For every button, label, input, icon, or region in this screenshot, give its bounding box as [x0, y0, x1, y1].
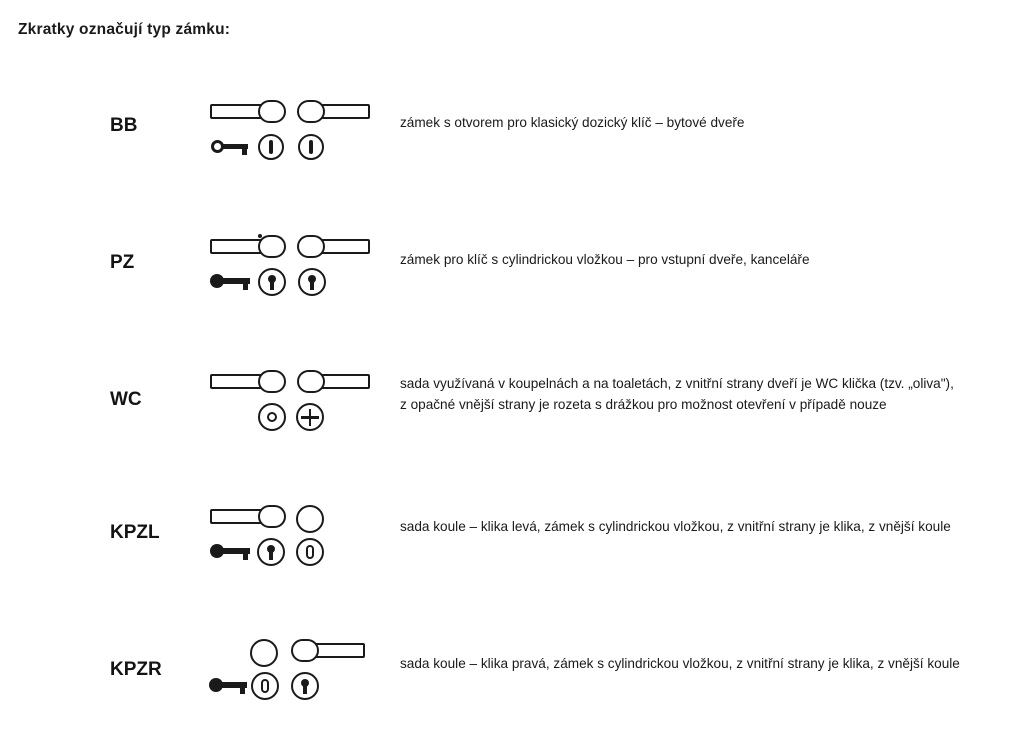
bb-keyhole-rosette-icon	[298, 134, 324, 160]
cylinder-keyhole-rosette-icon	[298, 268, 326, 296]
abbreviation-label: KPZL	[110, 522, 160, 543]
knob-rosette-icon	[296, 538, 324, 566]
door-knob-icon	[296, 505, 324, 533]
abbreviation-label: BB	[110, 115, 138, 136]
cylinder-keyhole-rosette-icon	[257, 538, 285, 566]
wc-thumbturn-rosette-icon	[258, 403, 286, 431]
description-text: sada koule – klika pravá, zámek s cylindrickou vložkou, z vnitřní strany je klika, z vnější koule	[400, 656, 960, 671]
description-text: zámek s otvorem pro klasický dozický klíč – bytové dveře	[400, 115, 745, 130]
abbreviation-label: PZ	[110, 252, 135, 273]
door-knob-icon	[250, 639, 278, 667]
description-text: sada koule – klika levá, zámek s cylindrickou vložkou, z vnitřní strany je klika, z vnější koule	[400, 519, 951, 534]
wc-slot-rosette-icon	[296, 403, 324, 431]
lock-set-illustration-kpzr	[0, 632, 400, 712]
lock-set-illustration-wc	[0, 365, 400, 445]
description-text: zámek pro klíč s cylindrickou vložkou – pro vstupní dveře, kanceláře	[400, 252, 810, 267]
cylinder-keyhole-rosette-icon	[258, 268, 286, 296]
lock-set-illustration-kpzl	[0, 498, 400, 578]
cylinder-keyhole-rosette-icon	[291, 672, 319, 700]
bb-keyhole-rosette-icon	[258, 134, 284, 160]
page-title: Zkratky označují typ zámku:	[18, 21, 231, 38]
lock-set-illustration-bb	[0, 95, 400, 175]
description-text: sada využívaná v koupelnách a na toaletách, z vnitřní strany dveří je WC klička (tzv. „oliva"), z opačné vnější strany je rozeta s drážkou pro možnost otevření v případě nouze	[400, 376, 954, 412]
abbreviation-label: WC	[110, 389, 142, 410]
knob-rosette-icon	[251, 672, 279, 700]
lock-set-illustration-pz	[0, 230, 400, 310]
abbreviation-label: KPZR	[110, 659, 162, 680]
